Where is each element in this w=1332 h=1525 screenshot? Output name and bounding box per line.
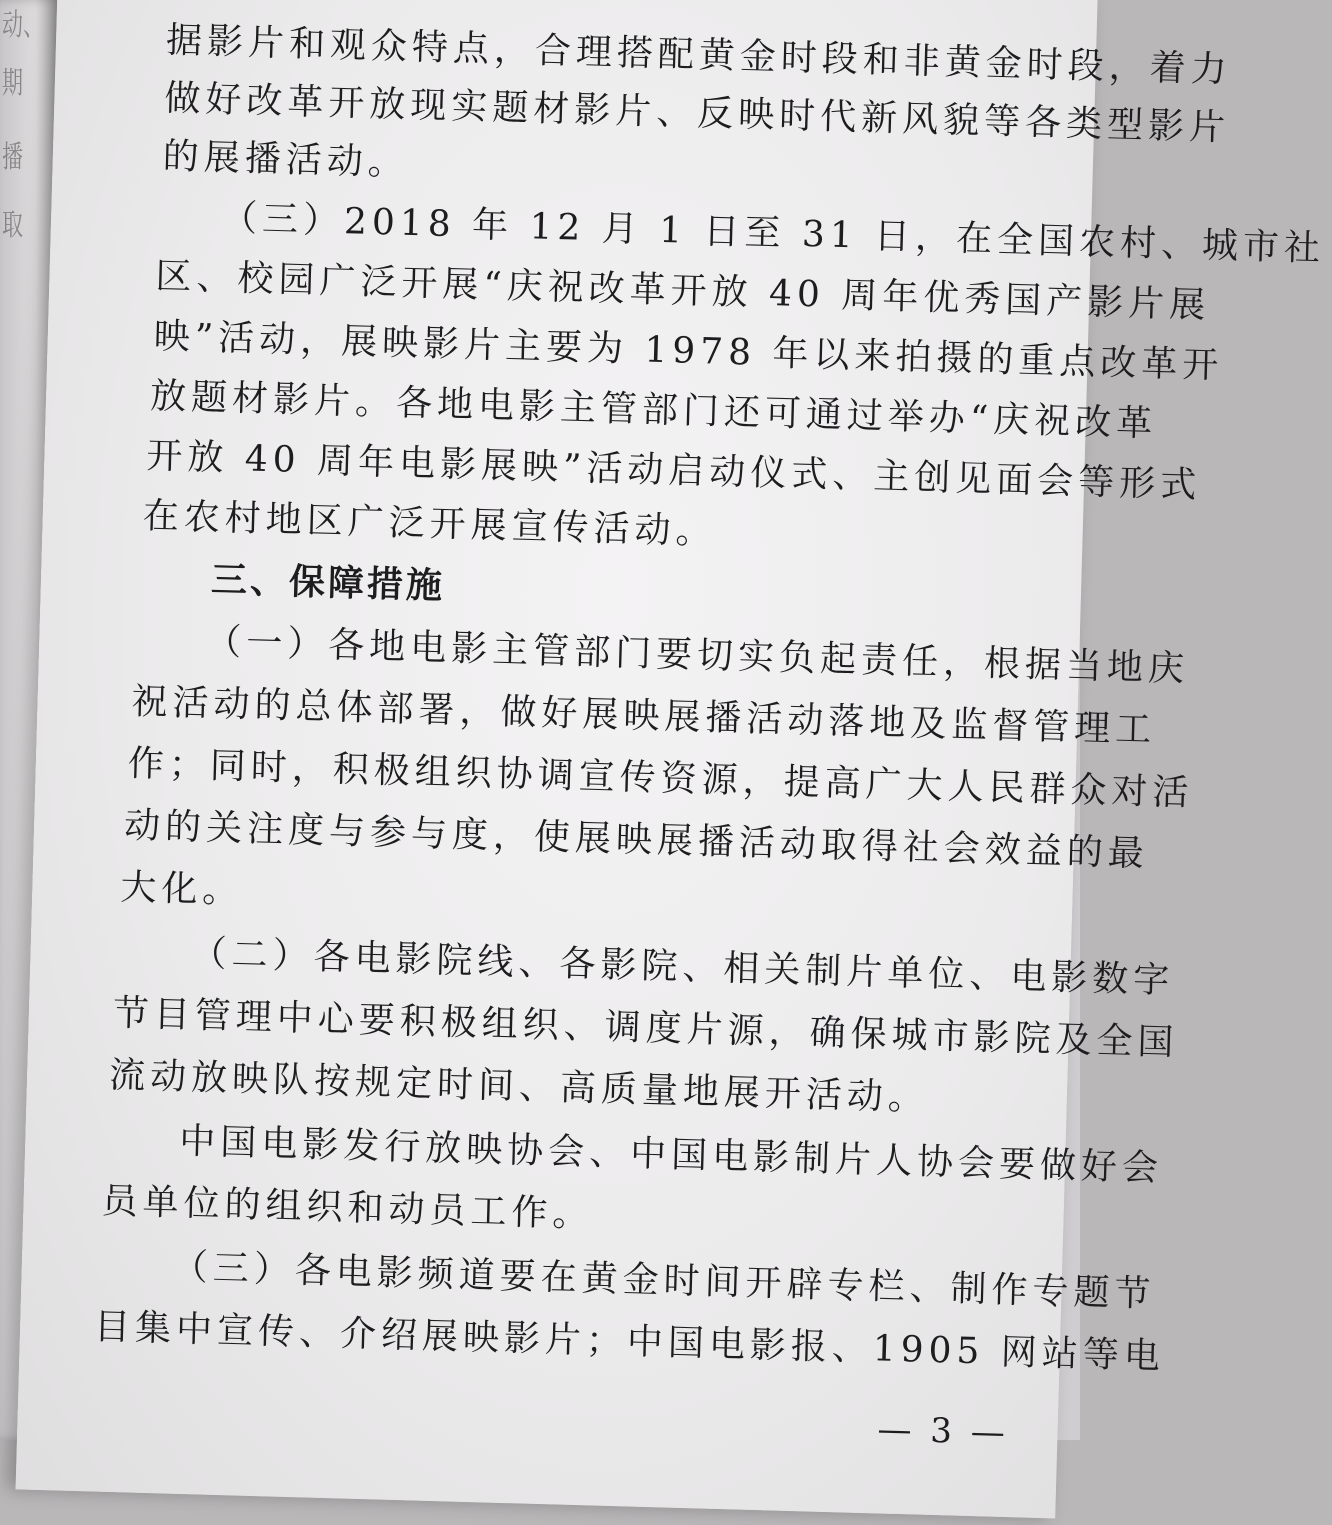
document-page [16,0,1326,1518]
margin-fragment: 取 [2,208,23,243]
body-line: （三）2018 年 12 月 1 日至 31 日，在全国农村、城市社 [220,197,1326,270]
margin-fragment: 播 [2,140,23,175]
body-line: 映”活动，展映影片主要为 1978 年以来拍摄的重点改革开 [153,315,1224,387]
page-number: — 3 — [877,1409,1010,1454]
body-line: 目集中宣传、介绍展映影片；中国电影报、1905 网站等电 [93,1306,1166,1378]
body-line: 的展播活动。 [162,136,410,184]
body-line: （一）各地电影主管部门要切实负起责任，根据当地庆 [204,621,1190,690]
margin-fragment: 动、 [2,8,44,43]
body-line: 做好改革开放现实题材影片、反映时代新风貌等各类型影片 [163,78,1231,149]
body-line: 作；同时，积极组织协调宣传资源，提高广大人民群众对活 [127,743,1195,815]
body-line: 区、校园广泛开展“庆祝改革开放 40 周年优秀国产影片展 [154,255,1211,327]
margin-fragment: 期 [2,66,23,101]
body-line: 据影片和观众特点，合理搭配黄金时段和非黄金时段，着力 [165,20,1233,91]
body-line: 大化。 [119,867,244,912]
body-line: 放题材影片。各地电影主管部门还可通过举办“庆祝改革 [149,375,1158,445]
body-line: （三）各电影频道要在黄金时间开辟专栏、制作专题节 [171,1246,1157,1316]
body-line: （二）各电影院线、各影院、相关制片单位、电影数字 [190,933,1175,1002]
body-line: 在农村地区广泛开展宣传活动。 [142,495,718,553]
body-line: 动的关注度与参与度，使展映展播活动取得社会效益的最 [123,805,1150,875]
body-line: 中国电影发行放映协会、中国电影制片人协会要做好会 [178,1120,1164,1190]
body-line: 员单位的组织和动员工作。 [101,1180,595,1236]
section-heading: 三、保障措施 [210,559,446,608]
body-line: 节目管理中心要积极组织、调度片源，确保城市影院及全国 [112,992,1180,1064]
body-line: 开放 40 周年电影展映”活动启动仪式、主创见面会等形式 [145,435,1202,507]
body-line: 祝活动的总体部署，做好展映展播活动落地及监督管理工 [131,681,1157,751]
body-line: 流动放映队按规定时间、高质量地展开活动。 [108,1054,930,1119]
